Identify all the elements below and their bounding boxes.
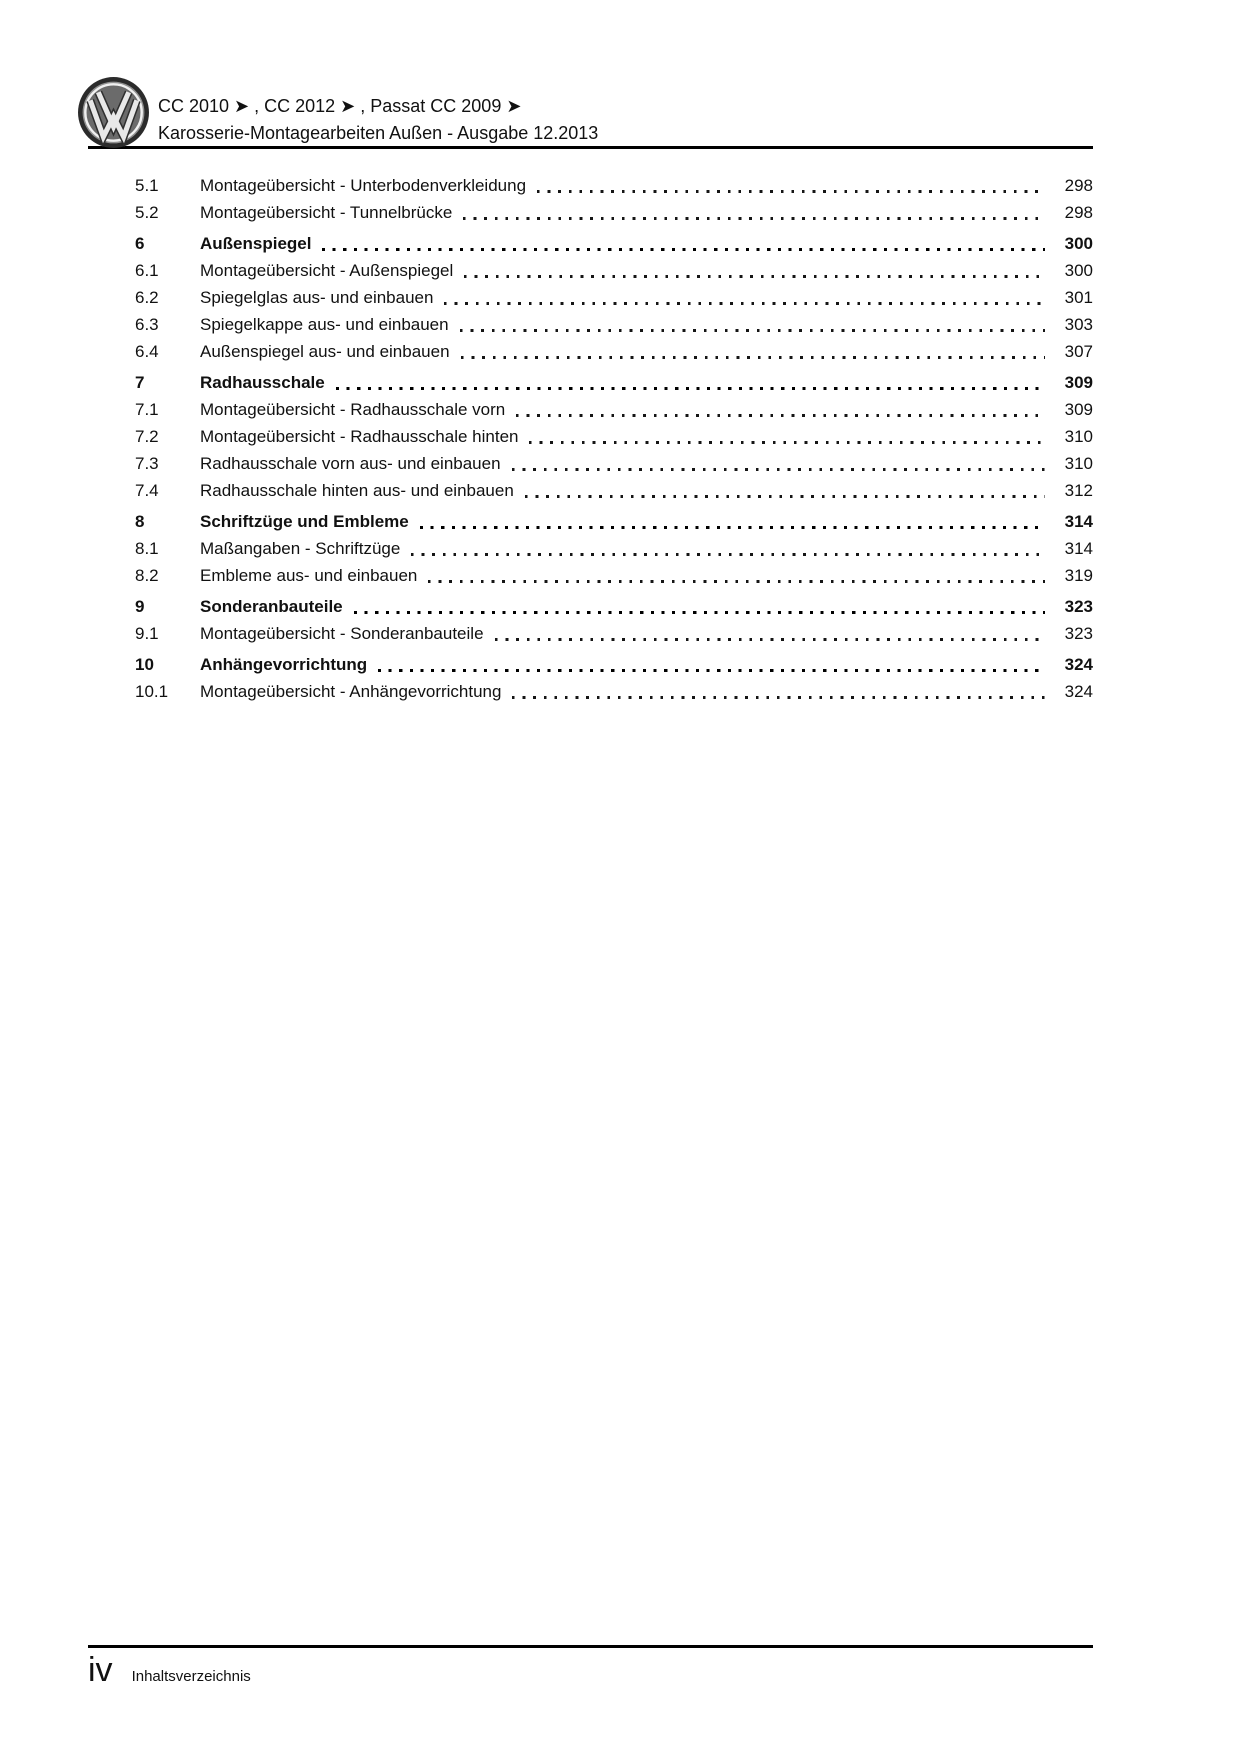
toc-entry-page: 310: [1064, 454, 1093, 473]
toc-dot-leader: [516, 414, 1045, 417]
toc-row: [135, 396, 1093, 423]
toc-entry-number: 7.3: [135, 454, 159, 473]
toc-dot-leader: [444, 302, 1045, 305]
toc-dot-leader: [525, 495, 1045, 498]
document-header: [158, 93, 598, 147]
toc-dot-leader: [411, 553, 1045, 556]
toc-entry-page: 298: [1064, 203, 1093, 222]
toc-entry-number: 6.4: [135, 342, 159, 361]
toc-dot-leader: [354, 611, 1045, 614]
toc-entry-number: 7.1: [135, 400, 159, 419]
toc-dot-leader: [537, 190, 1045, 193]
document-footer: [88, 1652, 251, 1688]
header-models-line: CC 2010 ➤ , CC 2012 ➤ , Passat CC 2009 ➤: [158, 96, 522, 116]
toc-dot-leader: [495, 638, 1045, 641]
toc-entry-page: 323: [1064, 624, 1093, 643]
toc-entry-number: 6.2: [135, 288, 159, 307]
toc-entry-number: 8.1: [135, 539, 159, 558]
header-subtitle-line: Karosserie-Montagearbeiten Außen - Ausgabe 12.2013: [158, 123, 599, 143]
toc-entry-number: 8: [135, 512, 145, 531]
toc-entry-number: 7.2: [135, 427, 159, 446]
toc-list: [135, 172, 1093, 705]
toc-entry-title: Radhausschale hinten aus- und einbauen: [200, 481, 514, 500]
toc-dot-leader: [529, 441, 1045, 444]
footer-label: Inhaltsverzeichnis: [131, 1668, 251, 1685]
toc-entry-number: 9: [135, 597, 145, 616]
toc-row: [135, 450, 1093, 477]
toc-entry-title: Anhängevorrichtung: [200, 655, 368, 674]
toc-entry-title: Sonderanbauteile: [200, 597, 343, 616]
toc-row: [135, 257, 1093, 284]
toc-entry-page: 324: [1064, 655, 1093, 674]
toc-entry-page: 300: [1064, 234, 1093, 253]
toc-entry-page: 314: [1064, 539, 1093, 558]
toc-row: [135, 678, 1093, 705]
toc-entry-title: Montageübersicht - Tunnelbrücke: [200, 203, 453, 222]
footer-rule: [88, 1645, 1093, 1648]
toc-dot-leader: [464, 275, 1045, 278]
toc-row: [135, 535, 1093, 562]
toc-row: [135, 651, 1093, 678]
toc-row: [135, 620, 1093, 647]
toc-entry-number: 10: [135, 655, 154, 674]
toc-row: [135, 284, 1093, 311]
toc-entry-title: Spiegelkappe aus- und einbauen: [200, 315, 449, 334]
toc-entry-title: Maßangaben - Schriftzüge: [200, 539, 401, 558]
toc-entry-number: 5.2: [135, 203, 159, 222]
toc-entry-page: 298: [1064, 176, 1093, 195]
toc-entry-number: 6.3: [135, 315, 159, 334]
header-rule: [88, 146, 1093, 149]
toc-dot-leader: [322, 248, 1045, 251]
toc-row: [135, 311, 1093, 338]
toc-dot-leader: [420, 526, 1045, 529]
toc-row: [135, 593, 1093, 620]
toc-entry-page: 319: [1064, 566, 1093, 585]
toc-entry-title: Montageübersicht - Sonderanbauteile: [200, 624, 484, 643]
toc-entry-title: Radhausschale vorn aus- und einbauen: [200, 454, 501, 473]
toc-row: [135, 369, 1093, 396]
toc-entry-title: Embleme aus- und einbauen: [200, 566, 418, 585]
toc-entry-number: 8.2: [135, 566, 159, 585]
toc-dot-leader: [460, 329, 1045, 332]
toc-entry-page: 300: [1064, 261, 1093, 280]
toc-entry-number: 6.1: [135, 261, 159, 280]
toc-entry-page: 309: [1064, 400, 1093, 419]
toc-entry-page: 307: [1064, 342, 1093, 361]
toc-entry-page: 310: [1064, 427, 1093, 446]
toc-dot-leader: [428, 580, 1045, 583]
toc-entry-number: 7.4: [135, 481, 159, 500]
toc-entry-title: Außenspiegel aus- und einbauen: [200, 342, 450, 361]
toc-row: [135, 230, 1093, 257]
toc-entry-page: 323: [1064, 597, 1093, 616]
toc-row: [135, 338, 1093, 365]
toc-entry-title: Montageübersicht - Außenspiegel: [200, 261, 454, 280]
toc-entry-title: Montageübersicht - Anhängevorrichtung: [200, 682, 502, 701]
toc-entry-page: 309: [1064, 373, 1093, 392]
toc-dot-leader: [378, 669, 1045, 672]
toc-row: [135, 477, 1093, 504]
footer-page-number: iv: [88, 1651, 113, 1689]
toc-row: [135, 508, 1093, 535]
vw-logo-icon: [77, 76, 150, 149]
toc-entry-title: Montageübersicht - Unterbodenverkleidung: [200, 176, 527, 195]
toc-entry-title: Außenspiegel: [200, 234, 312, 253]
toc-entry-number: 5.1: [135, 176, 159, 195]
toc-dot-leader: [336, 387, 1045, 390]
toc-row: [135, 199, 1093, 226]
toc-entry-title: Spiegelglas aus- und einbauen: [200, 288, 434, 307]
toc-dot-leader: [512, 468, 1045, 471]
toc-entry-page: 303: [1064, 315, 1093, 334]
toc-entry-page: 314: [1064, 512, 1093, 531]
toc-dot-leader: [463, 217, 1045, 220]
toc-entry-title: Montageübersicht - Radhausschale vorn: [200, 400, 506, 419]
toc-entry-number: 9.1: [135, 624, 159, 643]
toc-entry-number: 10.1: [135, 682, 169, 701]
toc-entry-title: Montageübersicht - Radhausschale hinten: [200, 427, 519, 446]
toc-entry-page: 301: [1064, 288, 1093, 307]
toc-row: [135, 172, 1093, 199]
toc-entry-page: 312: [1064, 481, 1093, 500]
toc-entry-number: 7: [135, 373, 145, 392]
toc-entry-title: Radhausschale: [200, 373, 325, 392]
toc-entry-number: 6: [135, 234, 145, 253]
toc-dot-leader: [512, 696, 1045, 699]
toc-dot-leader: [461, 356, 1045, 359]
toc-row: [135, 423, 1093, 450]
toc-entry-title: Schriftzüge und Embleme: [200, 512, 409, 531]
toc-entry-page: 324: [1064, 682, 1093, 701]
toc-row: [135, 562, 1093, 589]
